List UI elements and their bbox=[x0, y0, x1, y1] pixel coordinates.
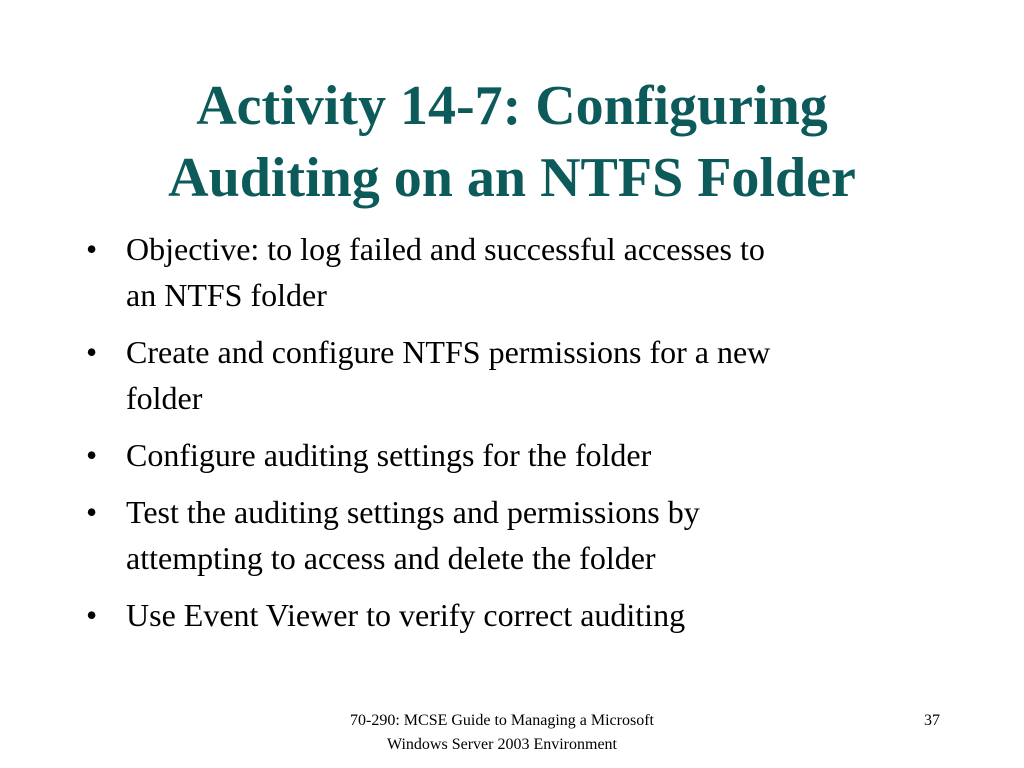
bullet-marker: • bbox=[86, 494, 98, 530]
footer-line-2: Windows Server 2003 Environment bbox=[387, 736, 617, 753]
bullet-text-line: Create and configure NTFS permissions for a new bbox=[126, 334, 771, 370]
bullet-marker: • bbox=[86, 334, 98, 370]
bullet-text-line: attempting to access and delete the folder bbox=[126, 540, 656, 576]
bullet-text-line: folder bbox=[126, 380, 203, 416]
bullet-item-test-settings bbox=[86, 489, 956, 581]
bullet-text-line: Configure auditing settings for the folder bbox=[126, 437, 652, 473]
bullet-item-configure-auditing bbox=[86, 432, 956, 478]
bullet-item-event-viewer bbox=[86, 592, 956, 638]
bullet-item-objective bbox=[86, 226, 956, 318]
bullet-marker: • bbox=[86, 597, 98, 633]
bullet-text-line: Objective: to log failed and successful accesses to bbox=[126, 231, 765, 267]
bullet-marker: • bbox=[86, 437, 98, 473]
page-number: 37 bbox=[924, 712, 940, 729]
bullet-text-line: Use Event Viewer to verify correct auditing bbox=[126, 597, 686, 633]
title-line-2: Auditing on an NTFS Folder bbox=[168, 147, 856, 209]
bullet-text-line: an NTFS folder bbox=[126, 277, 327, 313]
bullet-list bbox=[86, 226, 956, 649]
slide-footer bbox=[270, 709, 734, 757]
footer-line-1: 70-290: MCSE Guide to Managing a Microsoft bbox=[350, 712, 654, 729]
bullet-marker: • bbox=[86, 231, 98, 267]
bullet-item-create-permissions bbox=[86, 329, 956, 421]
bullet-text-line: Test the auditing settings and permissions by bbox=[126, 494, 700, 530]
title-line-1: Activity 14-7: Configuring bbox=[196, 75, 828, 137]
slide-title bbox=[80, 70, 944, 214]
